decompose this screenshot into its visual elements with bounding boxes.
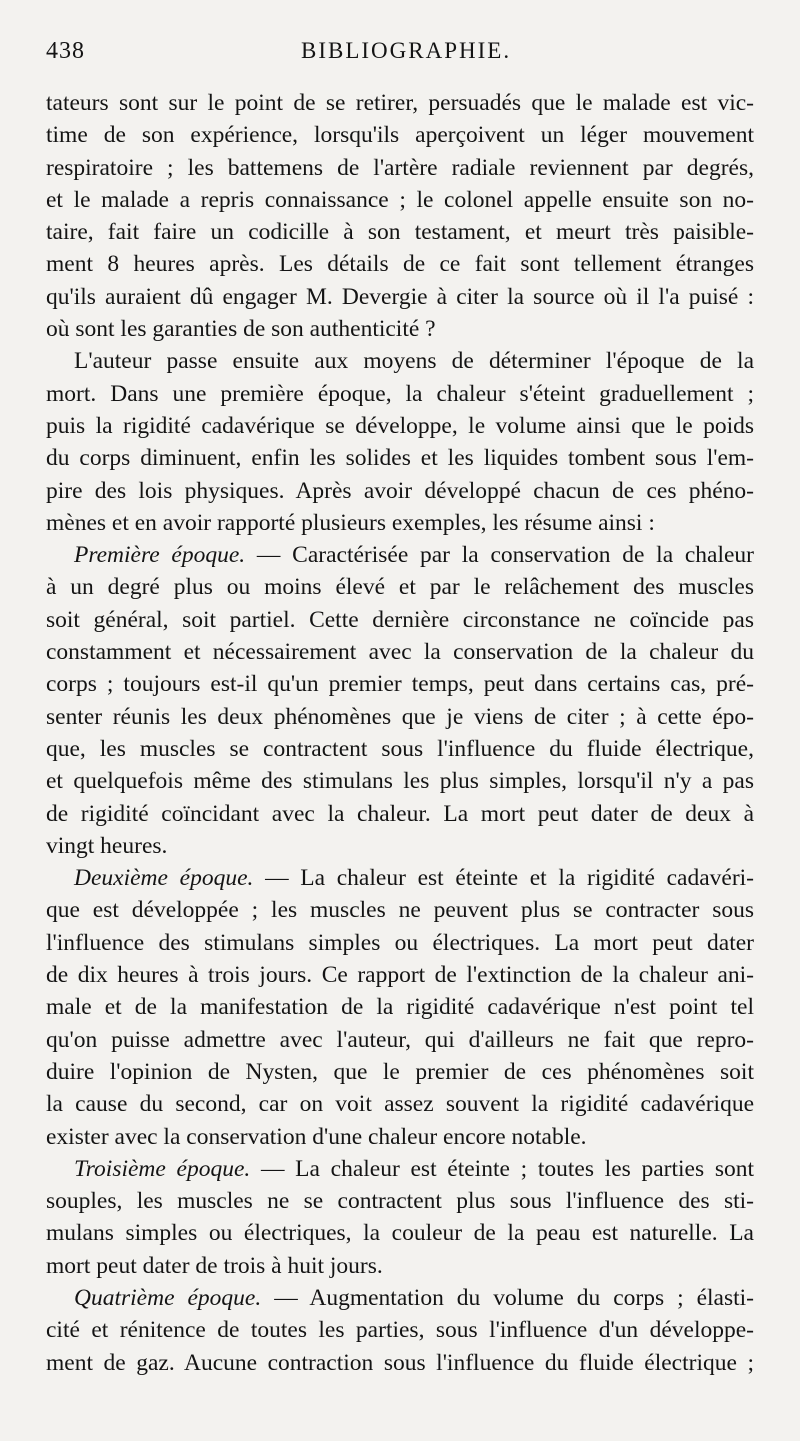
- text-line: la cause du second, car on voit assez souvent la rigidité cadavérique: [46, 1091, 754, 1118]
- text-line: et le malade a repris connaissance ; le colonel appelle ensuite son no-: [46, 186, 754, 213]
- text-run: — Augmentation du volume du corps ; élasti-: [274, 1284, 754, 1311]
- section-heading: Quatrième époque.: [74, 1284, 262, 1311]
- text-line: corps ; toujours est-il qu'un premier temps, peut dans certains cas, pré-: [46, 671, 754, 698]
- text-line: qu'ils auraient dû engager M. Devergie à citer la source où il l'a puisé :: [46, 283, 754, 310]
- text-line: souples, les muscles ne se contractent plus sous l'influence des sti-: [46, 1188, 754, 1215]
- paragraph-continuation: [46, 87, 754, 345]
- text-line: tateurs sont sur le point de se retirer, persuadés que le malade est vic-: [46, 90, 754, 116]
- text-line: cité et rénitence de toutes les parties, sous l'influence d'un développe-: [46, 1317, 754, 1344]
- paragraph-premiere-epoque: [46, 539, 754, 862]
- text-line: l'influence des stimulans simples ou électriques. La mort peut dater: [46, 929, 754, 956]
- text-line: et quelquefois même des stimulans les plus simples, lorsqu'il n'y a pas: [46, 768, 754, 795]
- paragraph-deuxieme-epoque: [46, 862, 754, 1153]
- section-heading: Troisième époque.: [74, 1155, 251, 1182]
- text-line: ment 8 heures après. Les détails de ce fait sont tellement étranges: [46, 251, 754, 278]
- paragraph-quatrieme-epoque: [46, 1282, 754, 1379]
- text-line: L'auteur passe ensuite aux moyens de déterminer l'époque de la: [74, 348, 754, 375]
- text-line: pire des lois physiques. Après avoir développé chacun de ces phéno-: [46, 477, 754, 504]
- text-line: ment de gaz. Aucune contraction sous l'influence du fluide électrique ;: [46, 1349, 754, 1376]
- text-line: senter réunis les deux phénomènes que je viens de citer ; à cette épo-: [46, 703, 754, 730]
- text-line: de dix heures à trois jours. Ce rapport de l'extinction de la chaleur ani-: [46, 962, 754, 989]
- text-line: mort peut dater de trois à huit jours.: [46, 1252, 383, 1279]
- page-number: 438: [46, 38, 85, 64]
- text-line: exister avec la conservation d'une chaleur encore notable.: [46, 1123, 587, 1150]
- text-line: vingt heures.: [46, 832, 168, 859]
- text-line: de rigidité coïncidant avec la chaleur. La mort peut dater de deux à: [46, 800, 754, 827]
- text-run: — La chaleur est éteinte ; toutes les parties sont: [260, 1155, 754, 1182]
- text-line: [46, 539, 754, 571]
- text-line: taire, fait faire un codicille à son testament, et meurt très paisible-: [46, 219, 754, 246]
- text-line: mulans simples ou électriques, la couleur de la peau est naturelle. La: [46, 1220, 754, 1247]
- text-line: respiratoire ; les battemens de l'artère radiale reviennent par degrés,: [46, 154, 754, 181]
- text-run: — La chaleur est éteinte et la rigidité cadavéri-: [265, 865, 754, 892]
- text-line: que, les muscles se contractent sous l'influence du fluide électrique,: [46, 735, 754, 762]
- text-line: puis la rigidité cadavérique se développe, le volume ainsi que le poids: [46, 412, 754, 439]
- text-line: à un degré plus ou moins élevé et par le relâchement des muscles: [46, 574, 754, 601]
- text-line: mort. Dans une première époque, la chaleur s'éteint graduellement ;: [46, 380, 754, 407]
- text-run: — Caractérisée par la conservation de la chaleur: [256, 542, 755, 569]
- page-body: [46, 87, 754, 1379]
- paragraph-author-summary: [46, 345, 754, 539]
- text-line: [46, 862, 754, 894]
- text-line: soit général, soit partiel. Cette dernière circonstance ne coïncide pas: [46, 606, 754, 633]
- text-line: duire l'opinion de Nysten, que le premier de ces phénomènes soit: [46, 1058, 754, 1085]
- text-line: que est développée ; les muscles ne peuvent plus se contracter sous: [46, 897, 754, 924]
- paragraph-troisieme-epoque: [46, 1153, 754, 1282]
- running-head: BIBLIOGRAPHIE.: [301, 38, 512, 63]
- text-line: [46, 1153, 754, 1185]
- text-line: time de son expérience, lorsqu'ils aperçoivent un léger mouvement: [46, 122, 754, 149]
- text-line: du corps diminuent, enfin les solides et les liquides tombent sous l'em-: [46, 445, 754, 472]
- text-line: qu'on puisse admettre avec l'auteur, qui d'ailleurs ne fait que repro-: [46, 1026, 754, 1053]
- text-line: mènes et en avoir rapporté plusieurs exemples, les résume ainsi :: [46, 509, 655, 536]
- section-heading: Première époque.: [74, 542, 246, 569]
- text-line: constamment et nécessairement avec la conservation de la chaleur du: [46, 639, 754, 666]
- section-heading: Deuxième époque.: [74, 865, 254, 892]
- text-line: [46, 1282, 754, 1314]
- text-line: male et de la manifestation de la rigidité cadavérique n'est point tel: [46, 994, 754, 1021]
- page-header: [46, 38, 754, 78]
- text-line: où sont les garanties de son authenticité ?: [46, 316, 436, 343]
